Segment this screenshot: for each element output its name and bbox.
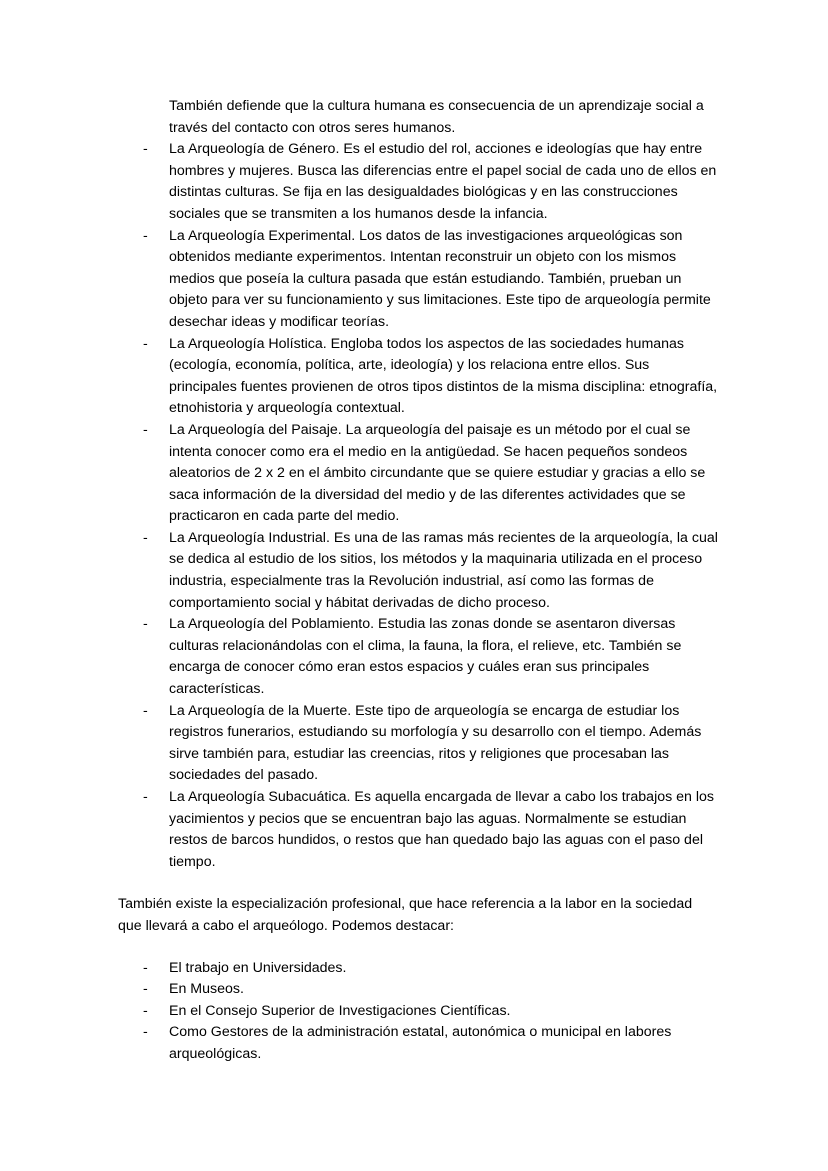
bullet-dash: - xyxy=(143,616,148,633)
list-item-text: La Arqueología Holística. Engloba todos los aspectos de las sociedades humanas (ecología, economía, política, arte, ideología) y los relaciona entre ellos. Sus principales fuentes provienen de otros tipos distintos de la misma disciplina: etnografía, etnohistoria y arqueología contextual. xyxy=(169,335,718,417)
list-item xyxy=(118,614,718,700)
bullet-dash: - xyxy=(143,227,148,244)
document-body xyxy=(118,96,718,1066)
list-item-text: La Arqueología de Género. Es el estudio del rol, acciones e ideologías que hay entre hombres y mujeres. Busca las diferencias entre el papel social de cada uno de ellos en distintas culturas. Se fija en las desigualdades biológicas y en las construcciones sociales que se transmiten a los humanos desde la infancia. xyxy=(169,141,717,222)
list-item-text: La Arqueología Industrial. Es una de las ramas más recientes de la arqueología, la cual se dedica al estudio de los sitios, los métodos y la maquinaria utilizada en el proceso industria, especialmente tras la Revolución industrial, así como las formas de comportamiento social y hábitat derivadas de dicho proceso. xyxy=(169,529,718,611)
list-item xyxy=(118,420,718,528)
list-item xyxy=(118,528,718,614)
list-item xyxy=(118,787,718,873)
bullet-dash: - xyxy=(143,1024,148,1041)
list-item xyxy=(118,226,718,334)
list-item xyxy=(118,334,718,420)
list-item-text: La Arqueología de la Muerte. Este tipo de arqueología se encarga de estudiar los registros funerarios, estudiando su morfología y su desarrollo con el tiempo. Además sirve también para, estudiar las creencias, ritos y religiones que procesaban las sociedades del pasado. xyxy=(169,702,702,784)
list-item-text: La Arqueología Experimental. Los datos de las investigaciones arqueológicas son obtenidos mediante experimentos. Intentan reconstruir un objeto con los mismos medios que poseía la cultura pasada que están estudiando. También, prueban un objeto para ver su funcionamiento y sus limitaciones. Este tipo de arqueología permite desechar ideas y modificar teorías. xyxy=(169,227,711,330)
specialization-paragraph: También existe la especialización profesional, que hace referencia a la labor en la sociedad que llevará a cabo el arqueólogo. Podemos destacar: xyxy=(118,896,693,934)
list-item xyxy=(118,1022,718,1065)
bullet-dash: - xyxy=(143,335,148,352)
list-item-text: La Arqueología del Paisaje. La arqueología del paisaje es un método por el cual se intenta conocer como era el medio en la antigüedad. Se hacen pequeños sondeos aleatorios de 2 x 2 en el ámbito circundante que se quiere estudiar y gracias a ello se saca información de la diversidad del medio y de las diferentes actividades que se practicaron en cada parte del medio. xyxy=(169,421,706,525)
bullet-dash: - xyxy=(143,421,148,438)
bullet-dash: - xyxy=(143,959,148,976)
bullet-dash: - xyxy=(143,1002,148,1019)
bullet-dash: - xyxy=(143,702,148,719)
list-item xyxy=(118,1001,718,1023)
list-item xyxy=(118,139,718,225)
list-item-text: El trabajo en Universidades. xyxy=(169,959,347,976)
bullet-dash: - xyxy=(143,529,148,546)
list-item xyxy=(118,701,718,787)
bullet-dash: - xyxy=(143,981,148,998)
list-item-text: Como Gestores de la administración estatal, autonómica o municipal en labores arqueológicas. xyxy=(169,1024,672,1062)
specializations-list xyxy=(118,958,718,1066)
bullet-dash: - xyxy=(143,141,148,158)
bullet-dash: - xyxy=(143,789,148,805)
list-item xyxy=(118,958,718,980)
list-item-text: La Arqueología del Poblamiento. Estudia las zonas donde se asentaron diversas culturas relacionándolas con el clima, la fauna, la flora, el relieve, etc. También se encarga de conocer cómo eran estos espacios y cuáles eran sus principales características. xyxy=(169,616,682,698)
list-item xyxy=(118,979,718,1001)
list-item-text: En el Consejo Superior de Investigaciones Científicas. xyxy=(169,1002,511,1019)
intro-continuation-paragraph: También defiende que la cultura humana es consecuencia de un aprendizaje social a través del contacto con otros seres humanos. xyxy=(169,98,704,136)
list-item-text: La Arqueología Subacuática. Es aquella encargada de llevar a cabo los trabajos en los yacimientos y pecios que se encuentran bajo las aguas. Normalmente se estudian restos de barcos hundidos, o restos que han quedado bajo las aguas con el paso del tiempo. xyxy=(169,789,715,870)
archaeology-branches-list xyxy=(118,139,718,873)
list-item-text: En Museos. xyxy=(169,981,244,998)
